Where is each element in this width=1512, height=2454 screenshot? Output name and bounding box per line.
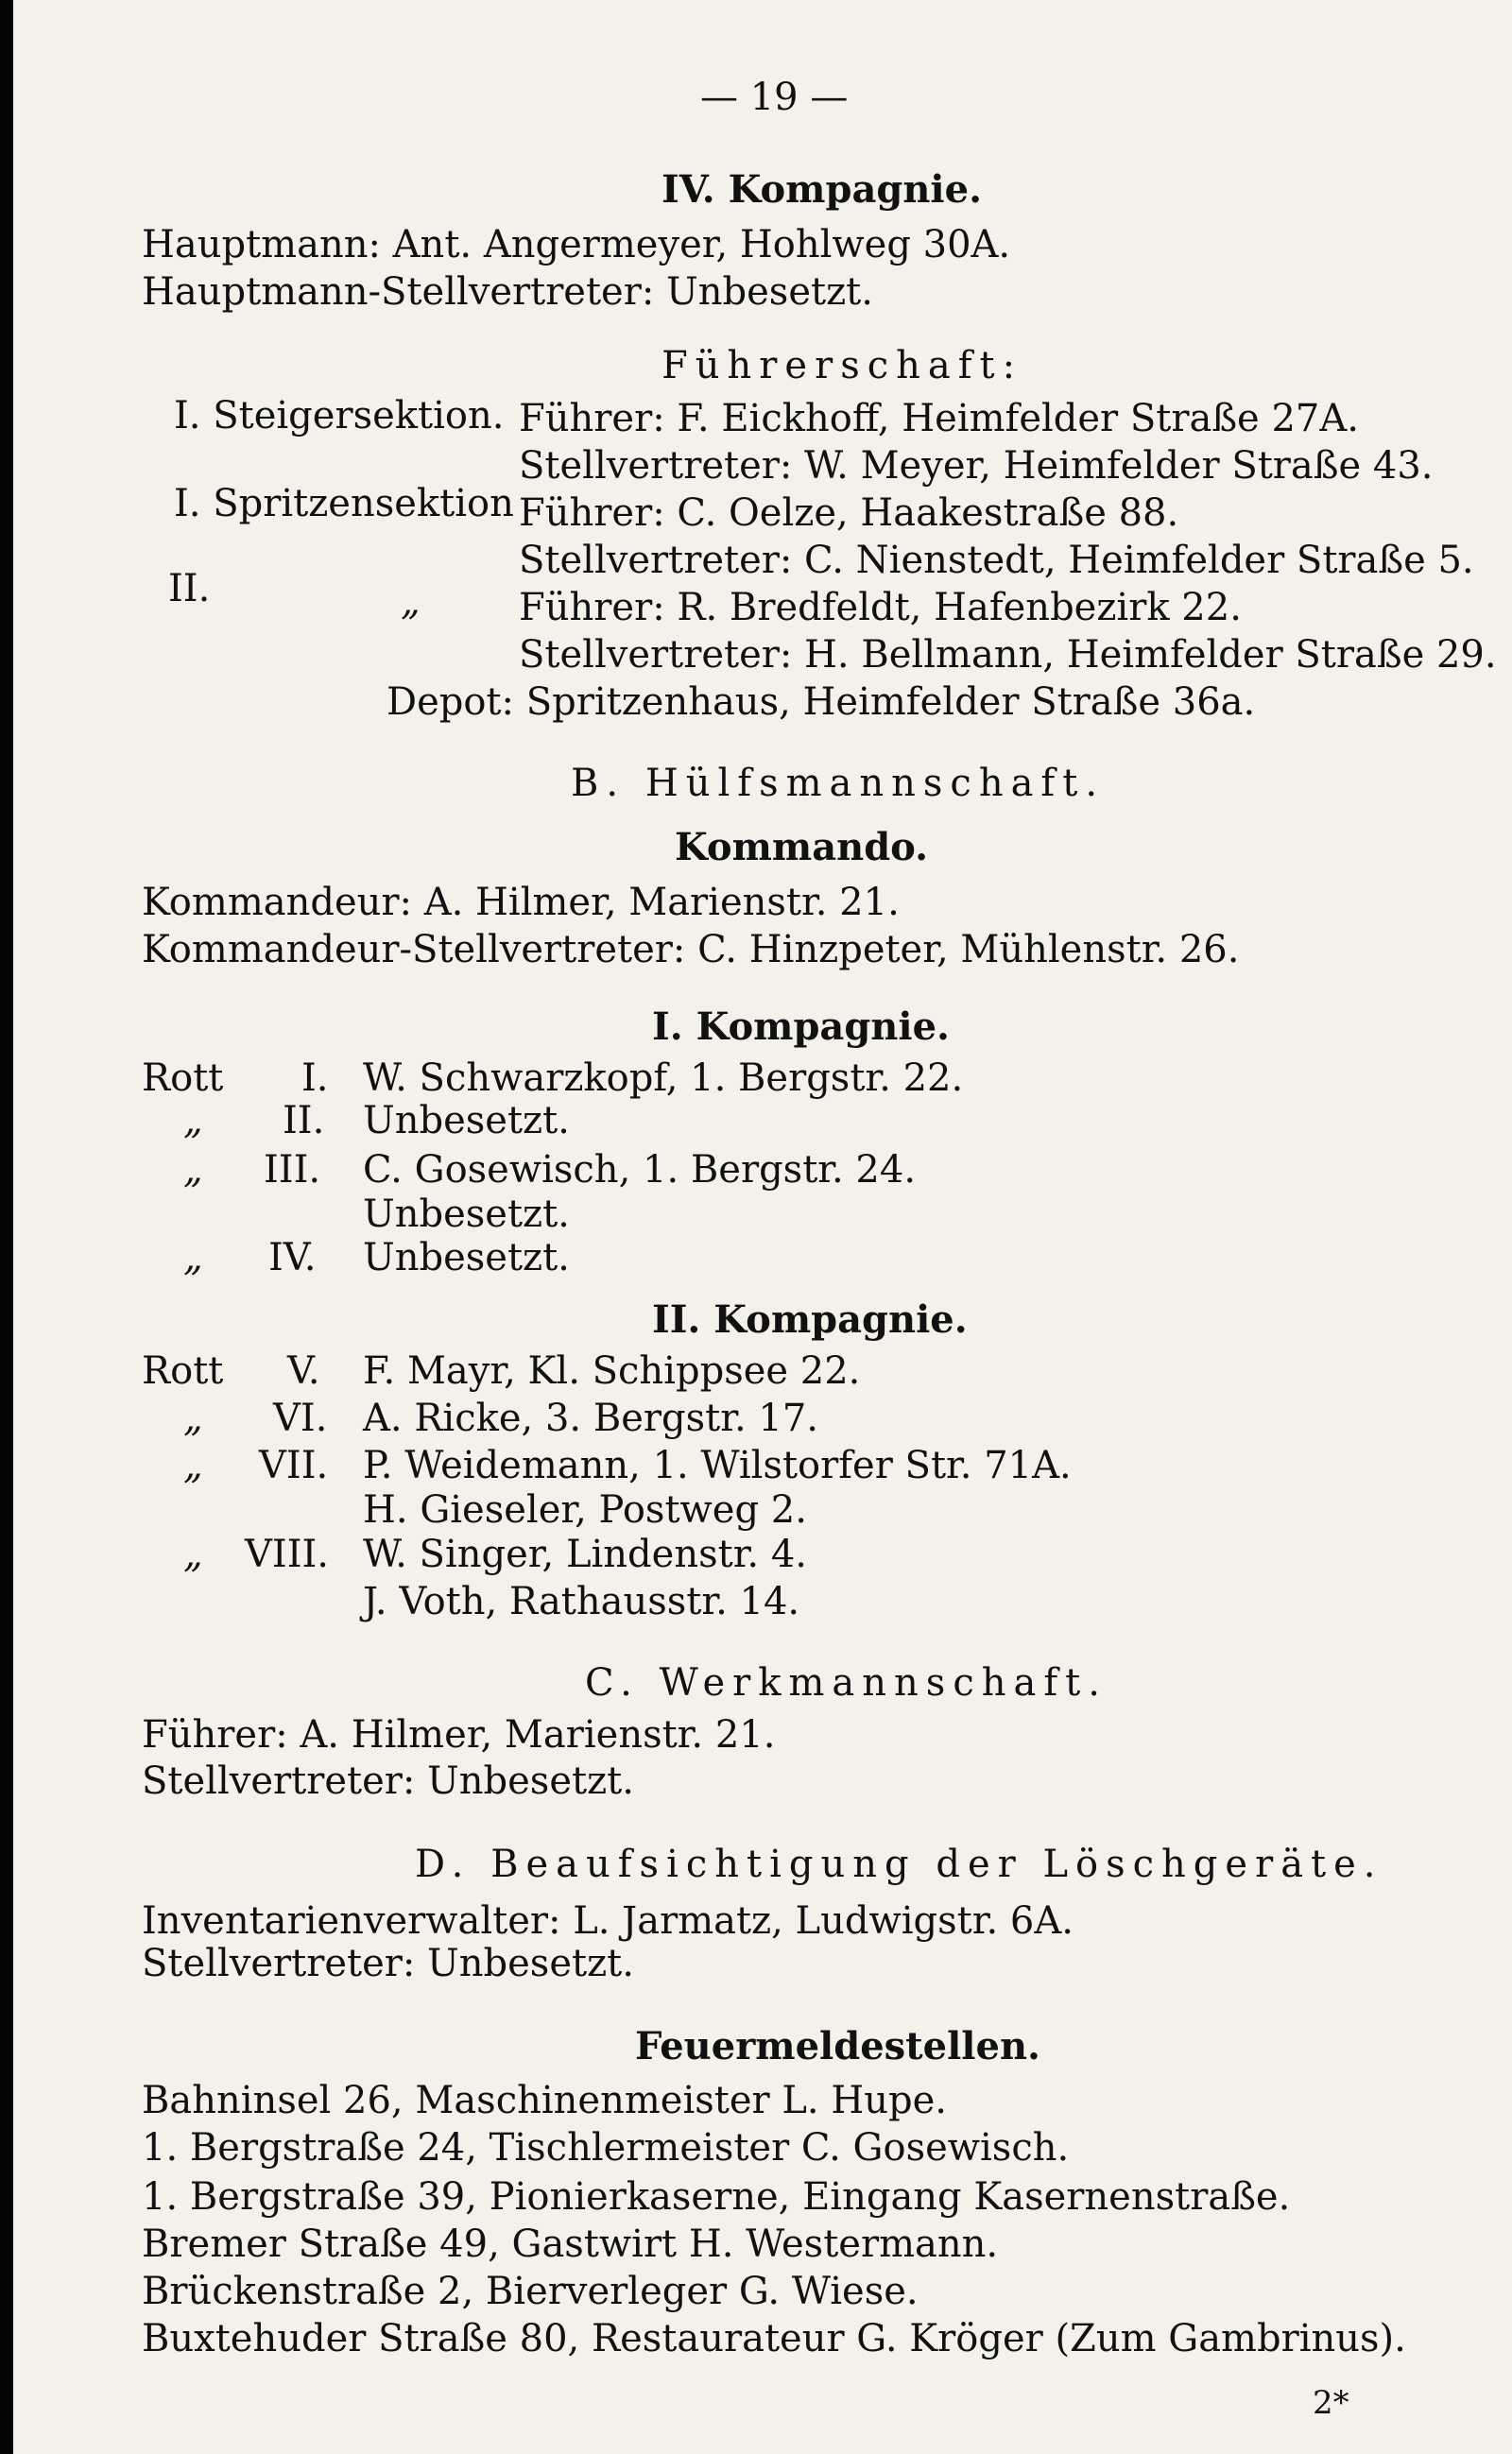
ditto-mark: „ [401,580,421,624]
page-number: — 19 — [700,76,849,119]
book-page [13,0,1512,2454]
feuermelde-item: 1. Bergstraße 24, Tischlermeister C. Gosewisch. [142,2126,1070,2170]
ditto-mark: „ [183,1099,203,1142]
rott-entry: W. Singer, Lindenstr. 4. [363,1533,808,1576]
werk-stellvertreter-line: Stellvertreter: Unbesetzt. [142,1759,634,1803]
kompagnie-1-title: I. Kompagnie. [652,1004,950,1049]
rott-number: VII. [259,1444,329,1487]
rott-entry: Unbesetzt. [363,1236,570,1279]
scan-edge [0,0,13,2454]
feuermelde-item: Bremer Straße 49, Gastwirt H. Westermann. [142,2222,999,2266]
werk-fuehrer-line: Führer: A. Hilmer, Marienstr. 21. [142,1713,776,1757]
rott-label: Rott [142,1349,224,1393]
hauptmann-line: Hauptmann: Ant. Angermeyer, Hohlweg 30A. [142,223,1011,266]
stellvertreter-line: Stellvertreter: H. Bellmann, Heimfelder Straße 29. [519,633,1497,677]
stellvertreter-line: Stellvertreter: W. Meyer, Heimfelder Straße 43. [519,444,1434,488]
kommando-title: Kommando. [675,825,929,869]
rott-number: III. [264,1148,321,1192]
inventarienverwalter-line: Inventarienverwalter: L. Jarmatz, Ludwigstr. 6A. [142,1899,1074,1943]
d-section-title: D. Beaufsichtigung der Löschgeräte. [415,1843,1383,1886]
rott-number: II. [283,1099,325,1142]
c-section-title: C. Werkmannschaft. [585,1661,1108,1705]
rott-entry: J. Voth, Rathausstr. 14. [363,1580,800,1623]
section-label: II. [168,567,211,610]
rott-entry: C. Gosewisch, 1. Bergstr. 24. [363,1148,917,1192]
rott-entry: A. Ricke, 3. Bergstr. 17. [363,1397,819,1440]
section-label: I. Spritzensektion [174,482,514,525]
rott-entry: Unbesetzt. [363,1193,570,1236]
kommandeur-stellvertreter-line: Kommandeur-Stellvertreter: C. Hinzpeter, Mühlenstr. 26. [142,928,1240,971]
rott-number: V. [287,1349,320,1393]
ditto-mark: „ [183,1236,203,1279]
ditto-mark: „ [183,1397,203,1440]
rott-number: I. [301,1056,329,1100]
rott-number: VI. [273,1397,328,1440]
rott-entry: W. Schwarzkopf, 1. Bergstr. 22. [363,1056,964,1100]
fuehrer-line: Führer: F. Eickhoff, Heimfelder Straße 27A. [519,397,1359,440]
b-section-title: B. Hülfsmannschaft. [571,762,1106,805]
section-label: I. Steigersektion. [174,394,505,438]
rott-number: IV. [268,1236,317,1279]
kompagnie-2-title: II. Kompagnie. [652,1297,968,1342]
rott-number: VIII. [245,1533,330,1576]
iv-kompagnie-title: IV. Kompagnie. [662,167,983,212]
hauptmann-stellvertreter-line: Hauptmann-Stellvertreter: Unbesetzt. [142,270,873,314]
depot-line: Depot: Spritzenhaus, Heimfelder Straße 36a. [387,680,1256,724]
feuermelde-item: 1. Bergstraße 39, Pionierkaserne, Eingang Kasernenstraße. [142,2175,1291,2219]
feuermelde-item: Buxtehuder Straße 80, Restaurateur G. Kröger (Zum Gambrinus). [142,2317,1406,2360]
ditto-mark: „ [183,1148,203,1192]
d-stellvertreter-line: Stellvertreter: Unbesetzt. [142,1942,634,1985]
feuermelde-item: Bahninsel 26, Maschinenmeister L. Hupe. [142,2079,947,2122]
rott-entry: H. Gieseler, Postweg 2. [363,1488,807,1532]
signature-mark: 2* [1313,2384,1349,2422]
feuermelde-title: Feuermeldestellen. [635,2024,1040,2068]
ditto-mark: „ [183,1444,203,1487]
ditto-mark: „ [183,1533,203,1576]
rott-label: Rott [142,1056,224,1100]
rott-entry: F. Mayr, Kl. Schippsee 22. [363,1349,861,1393]
stellvertreter-line: Stellvertreter: C. Nienstedt, Heimfelder Straße 5. [519,539,1474,582]
fuehrer-line: Führer: R. Bredfeldt, Hafenbezirk 22. [519,586,1242,629]
rott-entry: Unbesetzt. [363,1099,570,1142]
fuehrer-line: Führer: C. Oelze, Haakestraße 88. [519,491,1179,535]
fuehrerschaft-title: Führerschaft: [662,344,1023,387]
kommandeur-line: Kommandeur: A. Hilmer, Marienstr. 21. [142,881,900,924]
feuermelde-item: Brückenstraße 2, Bierverleger G. Wiese. [142,2270,919,2313]
rott-entry: P. Weidemann, 1. Wilstorfer Str. 71A. [363,1444,1072,1487]
